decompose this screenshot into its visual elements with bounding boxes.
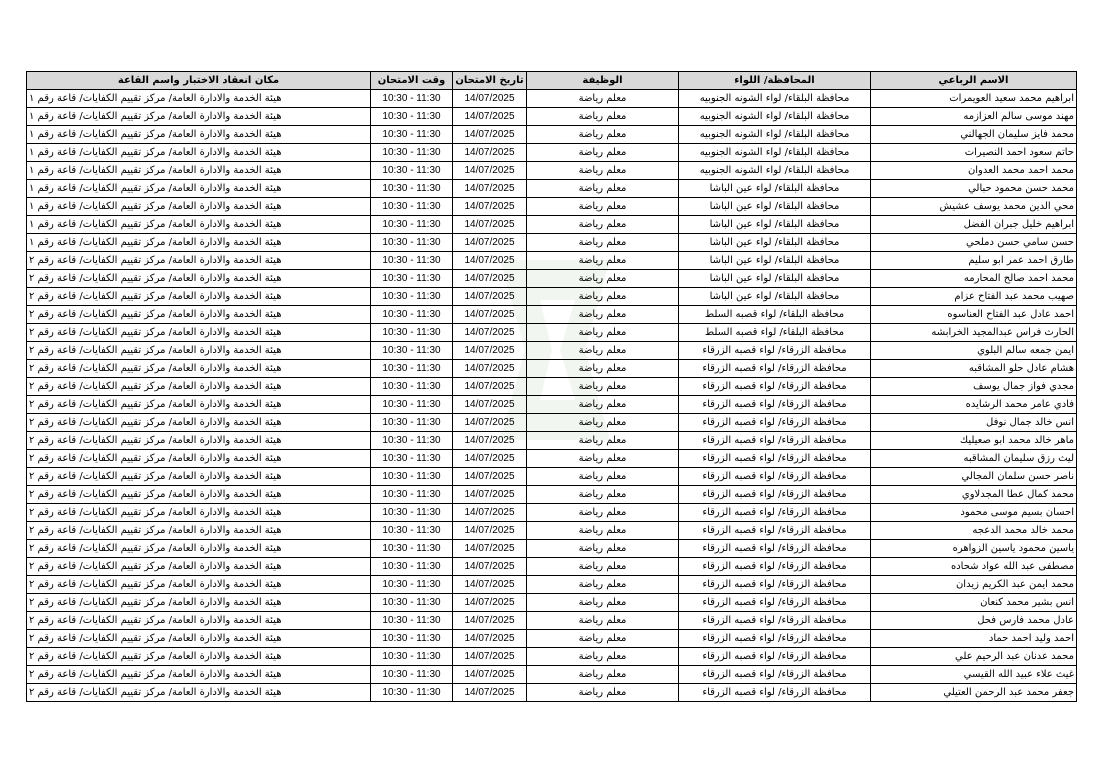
table-row [27,576,1077,594]
cell-name: ابراهيم محمد سعيد العويمرات [871,90,1077,108]
cell-exam-date: 14/07/2025 [453,306,527,324]
cell-exam-date: 14/07/2025 [453,594,527,612]
cell-exam-date: 14/07/2025 [453,630,527,648]
cell-job: معلم رياضة [527,234,679,252]
cell-job: معلم رياضة [527,108,679,126]
cell-governorate: محافظة الزرقاء/ لواء قصبه الزرقاء [679,486,871,504]
cell-exam-date: 14/07/2025 [453,504,527,522]
cell-place: هيئة الخدمة والادارة العامة/ مركز تقييم الكفايات/ قاعة رقم ٢ [27,468,371,486]
cell-place: هيئة الخدمة والادارة العامة/ مركز تقييم الكفايات/ قاعة رقم ٢ [27,342,371,360]
cell-exam-time: 10:30 - 11:30 [371,180,453,198]
cell-exam-date: 14/07/2025 [453,270,527,288]
cell-place: هيئة الخدمة والادارة العامة/ مركز تقييم الكفايات/ قاعة رقم ٢ [27,360,371,378]
table-row [27,342,1077,360]
table-row [27,558,1077,576]
cell-job: معلم رياضة [527,558,679,576]
table-row [27,216,1077,234]
cell-exam-time: 10:30 - 11:30 [371,432,453,450]
cell-exam-time: 10:30 - 11:30 [371,648,453,666]
cell-governorate: محافظة الزرقاء/ لواء قصبه الزرقاء [679,594,871,612]
cell-exam-time: 10:30 - 11:30 [371,504,453,522]
cell-exam-time: 10:30 - 11:30 [371,486,453,504]
cell-exam-time: 10:30 - 11:30 [371,342,453,360]
cell-place: هيئة الخدمة والادارة العامة/ مركز تقييم الكفايات/ قاعة رقم ٢ [27,630,371,648]
cell-governorate: محافظة الزرقاء/ لواء قصبه الزرقاء [679,504,871,522]
cell-place: هيئة الخدمة والادارة العامة/ مركز تقييم الكفايات/ قاعة رقم ٢ [27,504,371,522]
cell-exam-date: 14/07/2025 [453,648,527,666]
cell-governorate: محافظة البلقاء/ لواء عين الباشا [679,180,871,198]
cell-exam-date: 14/07/2025 [453,162,527,180]
cell-job: معلم رياضة [527,360,679,378]
cell-place: هيئة الخدمة والادارة العامة/ مركز تقييم الكفايات/ قاعة رقم ٢ [27,432,371,450]
cell-name: انس خالد جمال نوفل [871,414,1077,432]
cell-job: معلم رياضة [527,504,679,522]
cell-governorate: محافظة الزرقاء/ لواء قصبه الزرقاء [679,612,871,630]
cell-place: هيئة الخدمة والادارة العامة/ مركز تقييم الكفايات/ قاعة رقم ٢ [27,648,371,666]
cell-exam-time: 10:30 - 11:30 [371,450,453,468]
cell-place: هيئة الخدمة والادارة العامة/ مركز تقييم الكفايات/ قاعة رقم ١ [27,108,371,126]
header-governorate: المحافظة/ اللواء [679,72,871,90]
table-row [27,306,1077,324]
cell-exam-date: 14/07/2025 [453,450,527,468]
cell-job: معلم رياضة [527,630,679,648]
cell-job: معلم رياضة [527,180,679,198]
cell-governorate: محافظة البلقاء/ لواء الشونه الجنوبيه [679,162,871,180]
cell-exam-time: 10:30 - 11:30 [371,666,453,684]
cell-exam-date: 14/07/2025 [453,198,527,216]
cell-governorate: محافظة البلقاء/ لواء الشونه الجنوبيه [679,108,871,126]
cell-job: معلم رياضة [527,270,679,288]
cell-exam-date: 14/07/2025 [453,342,527,360]
cell-name: ماهر خالد محمد ابو صعيليك [871,432,1077,450]
header-job: الوظيفة [527,72,679,90]
cell-exam-date: 14/07/2025 [453,666,527,684]
cell-job: معلم رياضة [527,324,679,342]
table-row [27,198,1077,216]
cell-exam-date: 14/07/2025 [453,216,527,234]
cell-exam-date: 14/07/2025 [453,684,527,702]
cell-place: هيئة الخدمة والادارة العامة/ مركز تقييم الكفايات/ قاعة رقم ١ [27,126,371,144]
cell-name: الحارث فراس عبدالمجيد الخرابشه [871,324,1077,342]
cell-governorate: محافظة الزرقاء/ لواء قصبه الزرقاء [679,414,871,432]
cell-name: عادل محمد فارس فحل [871,612,1077,630]
cell-exam-time: 10:30 - 11:30 [371,594,453,612]
cell-job: معلم رياضة [527,306,679,324]
cell-place: هيئة الخدمة والادارة العامة/ مركز تقييم الكفايات/ قاعة رقم ٢ [27,594,371,612]
cell-job: معلم رياضة [527,432,679,450]
cell-place: هيئة الخدمة والادارة العامة/ مركز تقييم الكفايات/ قاعة رقم ١ [27,90,371,108]
table-row [27,450,1077,468]
cell-exam-time: 10:30 - 11:30 [371,108,453,126]
cell-exam-date: 14/07/2025 [453,324,527,342]
cell-exam-time: 10:30 - 11:30 [371,162,453,180]
table-row [27,468,1077,486]
cell-governorate: محافظة الزرقاء/ لواء قصبه الزرقاء [679,378,871,396]
cell-place: هيئة الخدمة والادارة العامة/ مركز تقييم الكفايات/ قاعة رقم ٢ [27,684,371,702]
cell-exam-date: 14/07/2025 [453,540,527,558]
cell-exam-date: 14/07/2025 [453,378,527,396]
cell-place: هيئة الخدمة والادارة العامة/ مركز تقييم الكفايات/ قاعة رقم ٢ [27,558,371,576]
table-row [27,540,1077,558]
cell-exam-time: 10:30 - 11:30 [371,144,453,162]
header-exam-time: وقت الامتحان [371,72,453,90]
cell-place: هيئة الخدمة والادارة العامة/ مركز تقييم الكفايات/ قاعة رقم ٢ [27,414,371,432]
cell-exam-date: 14/07/2025 [453,252,527,270]
cell-exam-date: 14/07/2025 [453,414,527,432]
cell-name: محمد احمد محمد العدوان [871,162,1077,180]
cell-place: هيئة الخدمة والادارة العامة/ مركز تقييم الكفايات/ قاعة رقم ١ [27,198,371,216]
cell-name: محمد خالد محمد الدعجه [871,522,1077,540]
cell-place: هيئة الخدمة والادارة العامة/ مركز تقييم الكفايات/ قاعة رقم ٢ [27,540,371,558]
cell-exam-time: 10:30 - 11:30 [371,540,453,558]
cell-name: محمد عدنان عبد الرحيم علي [871,648,1077,666]
cell-governorate: محافظة الزرقاء/ لواء قصبه الزرقاء [679,360,871,378]
cell-name: غيث علاء عبيد الله القيسي [871,666,1077,684]
cell-governorate: محافظة الزرقاء/ لواء قصبه الزرقاء [679,468,871,486]
cell-job: معلم رياضة [527,576,679,594]
cell-governorate: محافظة البلقاء/ لواء عين الباشا [679,216,871,234]
cell-name: احمد عادل عبد الفتاح العناسوه [871,306,1077,324]
cell-exam-time: 10:30 - 11:30 [371,324,453,342]
cell-job: معلم رياضة [527,396,679,414]
cell-exam-time: 10:30 - 11:30 [371,522,453,540]
cell-exam-time: 10:30 - 11:30 [371,684,453,702]
cell-name: ابراهيم خليل جبران الفضل [871,216,1077,234]
cell-place: هيئة الخدمة والادارة العامة/ مركز تقييم الكفايات/ قاعة رقم ١ [27,216,371,234]
header-place: مكان انعقاد الاختبار واسم القاعة [27,72,371,90]
cell-job: معلم رياضة [527,486,679,504]
cell-name: محمد ايمن عبد الكريم زيدان [871,576,1077,594]
cell-exam-time: 10:30 - 11:30 [371,288,453,306]
table-row [27,126,1077,144]
cell-place: هيئة الخدمة والادارة العامة/ مركز تقييم الكفايات/ قاعة رقم ٢ [27,486,371,504]
cell-exam-date: 14/07/2025 [453,432,527,450]
cell-job: معلم رياضة [527,414,679,432]
table-row [27,432,1077,450]
cell-job: معلم رياضة [527,450,679,468]
table-body [27,90,1077,702]
cell-job: معلم رياضة [527,216,679,234]
table-row [27,612,1077,630]
table-row [27,90,1077,108]
cell-name: هشام عادل حلو المشاقبه [871,360,1077,378]
cell-name: محمد احمد صالح المحارمه [871,270,1077,288]
cell-name: مهند موسى سالم العزازمه [871,108,1077,126]
table-row [27,360,1077,378]
cell-exam-date: 14/07/2025 [453,180,527,198]
cell-exam-date: 14/07/2025 [453,486,527,504]
cell-name: طارق احمد عمر ابو سليم [871,252,1077,270]
cell-exam-time: 10:30 - 11:30 [371,234,453,252]
table-row [27,684,1077,702]
cell-job: معلم رياضة [527,612,679,630]
table-row [27,288,1077,306]
table-row [27,180,1077,198]
table-row [27,504,1077,522]
cell-place: هيئة الخدمة والادارة العامة/ مركز تقييم الكفايات/ قاعة رقم ١ [27,234,371,252]
cell-governorate: محافظة الزرقاء/ لواء قصبه الزرقاء [679,648,871,666]
table-row [27,108,1077,126]
cell-job: معلم رياضة [527,522,679,540]
table-row [27,270,1077,288]
cell-place: هيئة الخدمة والادارة العامة/ مركز تقييم الكفايات/ قاعة رقم ٢ [27,450,371,468]
cell-exam-date: 14/07/2025 [453,108,527,126]
header-exam-date: تاريخ الامتحان [453,72,527,90]
cell-governorate: محافظة الزرقاء/ لواء قصبه الزرقاء [679,684,871,702]
cell-name: جعفر محمد عبد الرحمن العتيلي [871,684,1077,702]
cell-place: هيئة الخدمة والادارة العامة/ مركز تقييم الكفايات/ قاعة رقم ٢ [27,288,371,306]
cell-name: ليث رزق سليمان المشاقبه [871,450,1077,468]
table-row [27,522,1077,540]
cell-job: معلم رياضة [527,162,679,180]
cell-place: هيئة الخدمة والادارة العامة/ مركز تقييم الكفايات/ قاعة رقم ١ [27,180,371,198]
cell-exam-time: 10:30 - 11:30 [371,378,453,396]
cell-job: معلم رياضة [527,684,679,702]
cell-governorate: محافظة البلقاء/ لواء عين الباشا [679,288,871,306]
cell-name: احسان بسيم موسى محمود [871,504,1077,522]
cell-place: هيئة الخدمة والادارة العامة/ مركز تقييم الكفايات/ قاعة رقم ٢ [27,522,371,540]
cell-place: هيئة الخدمة والادارة العامة/ مركز تقييم الكفايات/ قاعة رقم ٢ [27,612,371,630]
cell-exam-date: 14/07/2025 [453,468,527,486]
cell-job: معلم رياضة [527,252,679,270]
cell-job: معلم رياضة [527,594,679,612]
cell-place: هيئة الخدمة والادارة العامة/ مركز تقييم الكفايات/ قاعة رقم ١ [27,162,371,180]
cell-exam-date: 14/07/2025 [453,288,527,306]
cell-name: محمد كمال عطا المجدلاوي [871,486,1077,504]
cell-exam-time: 10:30 - 11:30 [371,198,453,216]
cell-governorate: محافظة الزرقاء/ لواء قصبه الزرقاء [679,630,871,648]
cell-job: معلم رياضة [527,648,679,666]
table-header-row [27,72,1077,90]
table-row [27,486,1077,504]
cell-name: صهيب محمد عبد الفتاح عزام [871,288,1077,306]
cell-exam-date: 14/07/2025 [453,522,527,540]
cell-governorate: محافظة البلقاء/ لواء عين الباشا [679,252,871,270]
cell-exam-time: 10:30 - 11:30 [371,414,453,432]
cell-name: فادي عامر محمد الرشايده [871,396,1077,414]
cell-name: حاتم سعود احمد النصيرات [871,144,1077,162]
cell-job: معلم رياضة [527,378,679,396]
cell-job: معلم رياضة [527,90,679,108]
cell-place: هيئة الخدمة والادارة العامة/ مركز تقييم الكفايات/ قاعة رقم ٢ [27,252,371,270]
cell-exam-time: 10:30 - 11:30 [371,216,453,234]
cell-governorate: محافظة الزرقاء/ لواء قصبه الزرقاء [679,540,871,558]
table-row [27,396,1077,414]
cell-governorate: محافظة الزرقاء/ لواء قصبه الزرقاء [679,576,871,594]
cell-exam-time: 10:30 - 11:30 [371,558,453,576]
cell-governorate: محافظة البلقاء/ لواء قصبه السلط [679,306,871,324]
table-row [27,234,1077,252]
cell-exam-date: 14/07/2025 [453,90,527,108]
cell-job: معلم رياضة [527,288,679,306]
cell-exam-date: 14/07/2025 [453,612,527,630]
cell-job: معلم رياضة [527,666,679,684]
cell-job: معلم رياضة [527,144,679,162]
cell-exam-date: 14/07/2025 [453,360,527,378]
table-row [27,252,1077,270]
cell-exam-time: 10:30 - 11:30 [371,630,453,648]
table-row [27,630,1077,648]
cell-job: معلم رياضة [527,540,679,558]
cell-governorate: محافظة البلقاء/ لواء الشونه الجنوبيه [679,90,871,108]
cell-name: محمد حسن محمود حبالي [871,180,1077,198]
cell-governorate: محافظة الزرقاء/ لواء قصبه الزرقاء [679,522,871,540]
cell-place: هيئة الخدمة والادارة العامة/ مركز تقييم الكفايات/ قاعة رقم ٢ [27,270,371,288]
cell-exam-time: 10:30 - 11:30 [371,306,453,324]
cell-name: مجدي فواز جمال يوسف [871,378,1077,396]
cell-exam-date: 14/07/2025 [453,558,527,576]
cell-place: هيئة الخدمة والادارة العامة/ مركز تقييم الكفايات/ قاعة رقم ٢ [27,396,371,414]
cell-job: معلم رياضة [527,468,679,486]
cell-exam-time: 10:30 - 11:30 [371,360,453,378]
cell-exam-time: 10:30 - 11:30 [371,612,453,630]
table-row [27,162,1077,180]
cell-exam-date: 14/07/2025 [453,144,527,162]
table-row [27,324,1077,342]
cell-governorate: محافظة البلقاء/ لواء عين الباشا [679,234,871,252]
cell-name: ياسين محمود ياسين الزواهره [871,540,1077,558]
cell-job: معلم رياضة [527,198,679,216]
cell-exam-time: 10:30 - 11:30 [371,126,453,144]
cell-exam-time: 10:30 - 11:30 [371,252,453,270]
cell-governorate: محافظة الزرقاء/ لواء قصبه الزرقاء [679,432,871,450]
cell-exam-time: 10:30 - 11:30 [371,270,453,288]
cell-exam-time: 10:30 - 11:30 [371,396,453,414]
cell-governorate: محافظة البلقاء/ لواء عين الباشا [679,198,871,216]
cell-place: هيئة الخدمة والادارة العامة/ مركز تقييم الكفايات/ قاعة رقم ٢ [27,378,371,396]
table-row [27,594,1077,612]
cell-exam-date: 14/07/2025 [453,396,527,414]
cell-name: حسن سامي حسن دملحي [871,234,1077,252]
cell-place: هيئة الخدمة والادارة العامة/ مركز تقييم الكفايات/ قاعة رقم ١ [27,144,371,162]
cell-place: هيئة الخدمة والادارة العامة/ مركز تقييم الكفايات/ قاعة رقم ٢ [27,324,371,342]
cell-name: محمد فايز سليمان الجهالني [871,126,1077,144]
cell-name: احمد وليد احمد حماد [871,630,1077,648]
cell-governorate: محافظة الزرقاء/ لواء قصبه الزرقاء [679,666,871,684]
cell-place: هيئة الخدمة والادارة العامة/ مركز تقييم الكفايات/ قاعة رقم ٢ [27,306,371,324]
cell-governorate: محافظة الزرقاء/ لواء قصبه الزرقاء [679,342,871,360]
cell-governorate: محافظة البلقاء/ لواء الشونه الجنوبيه [679,126,871,144]
cell-exam-date: 14/07/2025 [453,126,527,144]
cell-governorate: محافظة البلقاء/ لواء الشونه الجنوبيه [679,144,871,162]
cell-governorate: محافظة البلقاء/ لواء قصبه السلط [679,324,871,342]
cell-job: معلم رياضة [527,126,679,144]
cell-place: هيئة الخدمة والادارة العامة/ مركز تقييم الكفايات/ قاعة رقم ٢ [27,666,371,684]
cell-name: مصطفى عبد الله عواد شحاده [871,558,1077,576]
cell-exam-time: 10:30 - 11:30 [371,468,453,486]
cell-job: معلم رياضة [527,342,679,360]
table-row [27,414,1077,432]
table-row [27,378,1077,396]
cell-governorate: محافظة الزرقاء/ لواء قصبه الزرقاء [679,396,871,414]
cell-name: ايمن جمعه سالم البلوي [871,342,1077,360]
cell-place: هيئة الخدمة والادارة العامة/ مركز تقييم الكفايات/ قاعة رقم ٢ [27,576,371,594]
cell-governorate: محافظة الزرقاء/ لواء قصبه الزرقاء [679,450,871,468]
cell-name: محي الدين محمد يوسف عشيش [871,198,1077,216]
table-row [27,648,1077,666]
cell-exam-date: 14/07/2025 [453,234,527,252]
table-row [27,144,1077,162]
cell-governorate: محافظة الزرقاء/ لواء قصبه الزرقاء [679,558,871,576]
cell-exam-time: 10:30 - 11:30 [371,90,453,108]
exam-schedule-table [26,71,1077,702]
header-name: الاسم الرباعي [871,72,1077,90]
cell-exam-time: 10:30 - 11:30 [371,576,453,594]
cell-name: انس بشير محمد كنعان [871,594,1077,612]
cell-governorate: محافظة البلقاء/ لواء عين الباشا [679,270,871,288]
table-row [27,666,1077,684]
cell-name: ناصر حسن سلمان المجالي [871,468,1077,486]
cell-exam-date: 14/07/2025 [453,576,527,594]
